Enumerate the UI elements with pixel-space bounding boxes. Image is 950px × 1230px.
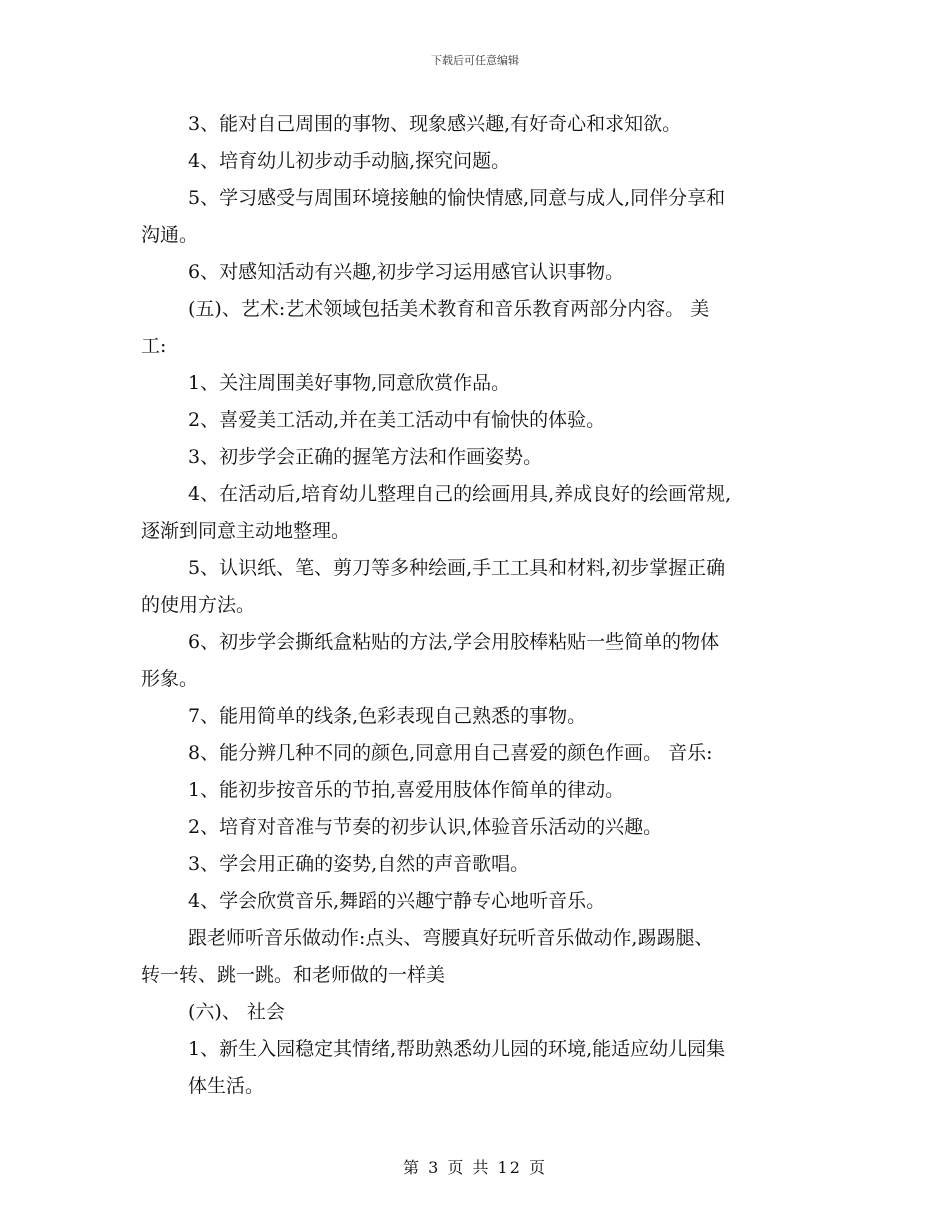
text-line: 3、初步学会正确的握笔方法和作画姿势。	[188, 446, 543, 468]
text-line: 体生活。	[188, 1075, 265, 1097]
text-line: 1、新生入园稳定其情绪,帮助熟悉幼儿园的环境,能适应幼儿园集	[188, 1038, 726, 1060]
page-number: 第 3 页 共 12 页	[403, 1158, 547, 1177]
text-line: 的使用方法。	[141, 594, 256, 616]
text-line: 4、培育幼儿初步动手动脑,探究问题。	[188, 150, 511, 172]
text-line: 2、培育对音准与节奏的初步认识,体验音乐活动的兴趣。	[188, 816, 663, 838]
text-line: 形象。	[141, 668, 199, 690]
text-line: 7、能用简单的线条,色彩表现自己熟悉的事物。	[188, 705, 587, 727]
text-line: 1、能初步按音乐的节拍,喜爱用肢体作简单的律动。	[188, 779, 625, 801]
section-heading: (五)、艺术:艺术领域包括美术教育和音乐教育两部分内容。 美	[188, 298, 710, 320]
text-line: 6、对感知活动有兴趣,初步学习运用感官认识事物。	[188, 261, 625, 283]
text-line: 沟通。	[141, 224, 199, 246]
text-line: 工:	[141, 335, 167, 357]
document-body	[141, 106, 816, 1105]
text-line: 6、初步学会撕纸盒粘贴的方法,学会用胶棒粘贴一些简单的物体	[188, 631, 720, 653]
text-line: 跟老师听音乐做动作:点头、弯腰真好玩听音乐做动作,踢踢腿、	[188, 927, 714, 949]
text-line: 5、学习感受与周围环境接触的愉快情感,同意与成人,同伴分享和	[188, 187, 726, 209]
text-line: 5、认识纸、笔、剪刀等多种绘画,手工工具和材料,初步掌握正确	[188, 557, 726, 579]
text-line: 4、在活动后,培育幼儿整理自己的绘画用具,养成良好的绘画常规,	[188, 483, 732, 505]
text-line: 2、喜爱美工活动,并在美工活动中有愉快的体验。	[188, 409, 606, 431]
section-heading: (六)、 社会	[188, 1001, 285, 1023]
text-line: 1、关注周围美好事物,同意欣赏作品。	[188, 372, 511, 394]
text-line: 4、学会欣赏音乐,舞蹈的兴趣宁静专心地听音乐。	[188, 890, 606, 912]
text-line: 3、学会用正确的姿势,自然的声音歌唱。	[188, 853, 530, 875]
text-line: 8、能分辨几种不同的颜色,同意用自己喜爱的颜色作画。 音乐:	[188, 742, 713, 764]
page-header: 下载后可任意编辑	[431, 54, 519, 67]
text-line: 3、能对自己周围的事物、现象感兴趣,有好奇心和求知欲。	[188, 113, 682, 135]
text-line: 转一转、跳一跳。和老师做的一样美	[141, 964, 446, 986]
text-line: 逐渐到同意主动地整理。	[141, 520, 351, 542]
